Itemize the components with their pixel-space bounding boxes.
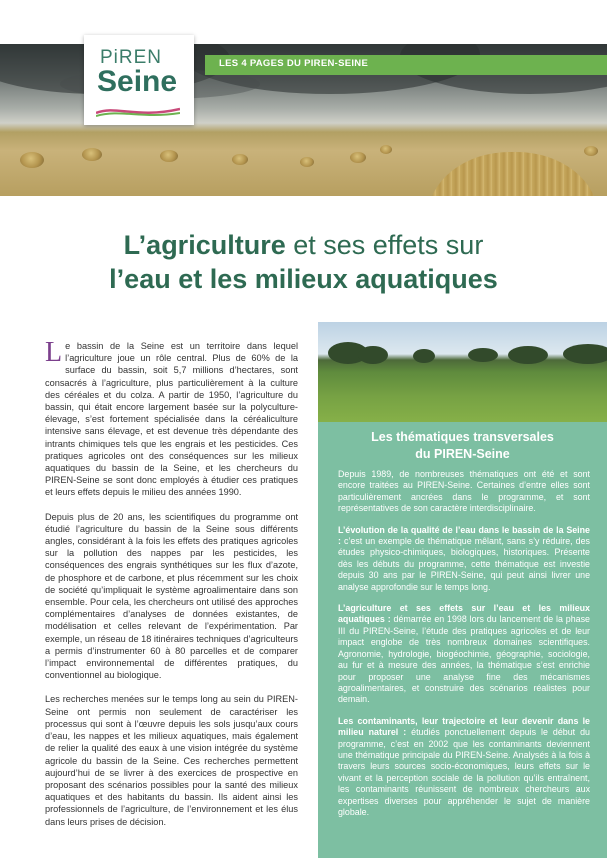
item-text: démarrée en 1998 lors du lancement de la phase III du PIREN-Seine, l’étude des pratiques agricoles et de leur impact englobe de très nombreux domaines scientifiques. Agronomie, hydrologie, biogéochimie, géographie, sociologie, au fur et à mesure des années, la thématique s’est enrichie pour proposer une analyse fine des mécanismes agroalimentaires, et construire des scénarios réalistes pour demain.	[338, 614, 590, 705]
item-text: c’est un exemple de thématique mêlant, sans s’y réduire, des études physico-chimiques, biologiques, historiques. Présente dès les débuts du programme, cette thématique est investie depuis 30 ans par le PIREN-Seine, qui peut ainsi livrer une analyse approfondie sur le temps long.	[338, 536, 590, 592]
dropcap: L	[45, 337, 63, 368]
title-line2: l’eau et les milieux aquatiques	[109, 264, 498, 294]
piren-seine-logo	[84, 35, 194, 125]
page-title	[0, 228, 607, 296]
logo-wave-icon	[96, 105, 180, 117]
intro-paragraph-2: Depuis plus de 20 ans, les scientifiques du programme ont étudié l’agriculture du bassin de la Seine sous différents angles, considérant à la fois les effets des pratiques agricoles sur la pollution des nappes par les pesticides, les conséquences des engrais synthétiques sur les flux d’azote, de phosphore et de carbone, et plus récemment sur les choix de société qu’impliquait le système agroalimentaire dans son ensemble. Pour cela, les chercheurs ont utilisé des approches complémentaires d’analyses de données existantes, de modélisation et celles relevant de l’expérimentation. Par exemple, un réseau de 18 itinéraires techniques d’agriculteurs a permis d’instrumenter 60 à 80 parcelles et de comparer l’impact environnemental de différentes pratiques, du conventionnel au biologique.	[45, 511, 298, 681]
intro-paragraph-1-text: e bassin de la Seine est un territoire dans lequel l’agriculture joue un rôle central. Plus de 60% de la surface du bassin, soit 5,7 millions d’hectares, sont consacrés à l’agriculture, plus particulièrement à la culture des céréales et du colza. A partir de 1950, l’agriculture du bassin, qui était encore largement basée sur la polyculture-élevage, s’est fortement spécialisée dans la céréaliculture intensive sans élevage, et est devenue très dépendante des intrants chimiques tels que les engrais et les pesticides. Ces pratiques agricoles ont des conséquences sur les milieux aquatiques du bassin de la Seine, et les chercheurs du PIREN-Seine se sont donc employés à étudier ces pratiques et leurs effets depuis le milieu des années 1990.	[45, 341, 298, 498]
themes-panel	[318, 422, 607, 858]
field-photo	[318, 322, 607, 422]
intro-paragraph-1	[45, 337, 298, 499]
series-banner	[205, 55, 607, 75]
panel-item-water-quality	[338, 525, 590, 593]
intro-column	[45, 337, 298, 840]
item-text: étudiés ponctuellement depuis le début du programme, c’est en 2002 que les contaminants deviennent une thématique principale du PIREN-Seine. Analysés à la fois à travers leurs sources socio-économiques, leurs effets sur le vivant et la perception sociale de la pollution qu’ils entraînent, les contaminants réunissent de nombreux chercheurs aux expertises diverses pour appréhender le sujet de manière globale.	[338, 727, 590, 817]
panel-intro: Depuis 1989, de nombreuses thématiques ont été et sont encore traitées au PIREN-Seine. Certaines d’entre elles sont particulièrement ancrées dans le programme, et sont représentatives de son caractère interdisciplinaire.	[338, 469, 590, 514]
title-line1-rest: et ses effets sur	[285, 230, 484, 260]
item-heading: L’agriculture et ses effets sur l’eau et les milieux aquatiques :	[338, 603, 590, 625]
panel-body	[338, 469, 590, 828]
series-label: LES 4 PAGES DU PIREN-SEINE	[219, 58, 369, 69]
panel-title-line1: Les thématiques transversales	[371, 430, 554, 444]
logo-text-bottom: Seine	[97, 65, 178, 98]
title-bold-word: L’agriculture	[123, 230, 286, 260]
item-heading: L’évolution de la qualité de l’eau dans le bassin de la Seine :	[338, 524, 590, 547]
panel-item-agriculture	[338, 603, 590, 706]
panel-title	[318, 429, 607, 463]
logo-text-top: PiREN	[100, 47, 163, 68]
panel-title-line2: du PIREN-Seine	[415, 447, 510, 461]
intro-paragraph-3: Les recherches menées sur le temps long au sein du PIREN-Seine ont permis non seulement de caractériser les processus qui sont à l’œuvre depuis les sols jusqu’aux cours d’eau, les nappes et les milieux aquatiques, mais également de relier la qualité des eaux à une vision intégrée du système agricole du bassin de la Seine. Ces recherches permettent aujourd’hui de se livrer à des exercices de prospective en proposant des scénarios possibles pour la santé des milieux aquatiques et des habitants du bassin. Ils aident ainsi les professionnels de l’agriculture, de l’environnement et les élus dans leurs prises de décision.	[45, 694, 298, 827]
panel-item-contaminants	[338, 716, 590, 819]
item-heading: Les contaminants, leur trajectoire et leur devenir dans le milieu naturel :	[338, 715, 590, 738]
